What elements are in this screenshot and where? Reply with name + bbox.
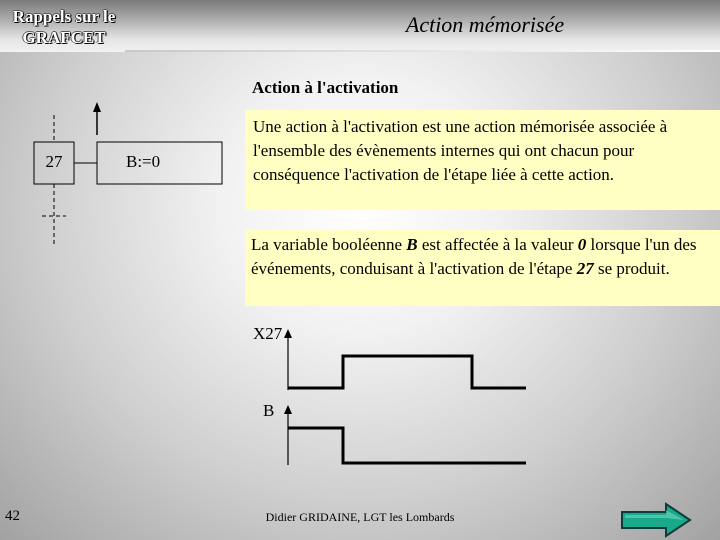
course-title-line1: Rappels sur le <box>12 7 116 26</box>
definition-text: Une action à l'activation est une action mémorisée associée à l'ensemble des évènements internes qui ont chacun pour conséquence l'activation de l'étape liée à cette action. <box>253 117 668 184</box>
chronogram <box>280 325 540 475</box>
x27-label: X27 <box>253 324 283 343</box>
x27-axis-arrowhead <box>284 329 292 338</box>
b-axis-arrowhead <box>284 405 292 414</box>
course-title-line2: GRAFCET <box>22 28 106 47</box>
activation-arrowhead <box>93 102 101 112</box>
example-text-4: se produit. <box>593 259 670 278</box>
example-text-3: lorsque l'un des événements, conduisant à l'activation de l'étape <box>251 235 697 278</box>
example-text-1: La variable booléenne <box>251 235 407 254</box>
arrow-right-icon <box>622 504 690 536</box>
footer-author: Didier GRIDAINE, LGT les Lombards <box>265 510 455 524</box>
grafcet-diagram <box>20 100 240 250</box>
b-signal <box>288 428 526 463</box>
slide-title: Action mémorisée <box>405 12 565 37</box>
step-number: 27 <box>45 152 63 171</box>
example-value: 0 <box>577 235 587 254</box>
example-box <box>245 230 720 306</box>
example-variable: B <box>406 235 418 254</box>
b-label: B <box>263 401 275 420</box>
example-text-2: est affectée à la valeur <box>417 235 578 254</box>
x27-signal <box>288 356 526 388</box>
next-slide-button[interactable] <box>620 502 692 538</box>
course-title <box>4 6 124 48</box>
example-step: 27 <box>576 259 594 278</box>
section-title: Action à l'activation <box>252 78 399 97</box>
action-text: B:=0 <box>126 152 161 171</box>
page-number: 42 <box>5 508 20 524</box>
definition-box <box>245 110 720 210</box>
